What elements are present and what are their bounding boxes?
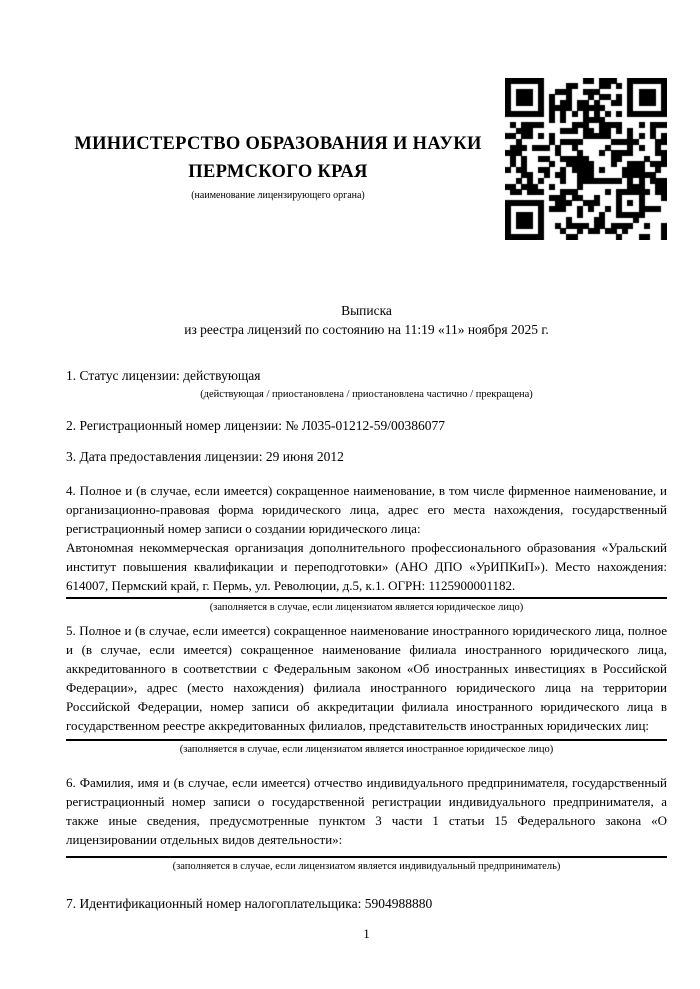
item-2-registration-number: 2. Регистрационный номер лицензии: № Л035-01212-59/00386077 bbox=[66, 418, 446, 433]
document-title bbox=[66, 301, 667, 339]
page-number: 1 bbox=[363, 926, 370, 941]
item-4-legal-entity-block bbox=[66, 481, 667, 614]
item-5-underline bbox=[66, 739, 667, 741]
item-5-foreign-entity-block bbox=[66, 621, 667, 756]
ministry-name-line1: МИНИСТЕРСТВО ОБРАЗОВАНИЯ И НАУКИ bbox=[74, 134, 482, 154]
item-6-underline bbox=[66, 856, 667, 858]
item-5-caption: (заполняется в случае, если лицензиатом является иностранное юридическое лицо) bbox=[179, 744, 554, 755]
item-1-license-status: 1. Статус лицензии: действующая bbox=[66, 368, 261, 383]
item-7-taxpayer-id: 7. Идентификационный номер налогоплательщика: 5904988880 bbox=[66, 896, 433, 911]
title-line2: из реестра лицензий по состоянию на 11:19 «11» ноября 2025 г. bbox=[184, 322, 549, 337]
item-1-caption: (действующая / приостановлена / приостановлена частично / прекращена) bbox=[200, 389, 533, 400]
item-4-underline bbox=[66, 597, 667, 599]
licensing-authority-header bbox=[66, 130, 490, 201]
item-6-question: 6. Фамилия, имя и (в случае, если имеется) отчество индивидуального предпринимателя, государственный регистрационный номер записи о государственной регистрации индивидуального предпринимателя, а также иные сведения, предусмотренные пунктом 3 части 1 статьи 15 Федерального закона «О лицензировании отдельных видов деятельности»: bbox=[66, 775, 667, 847]
ministry-caption: (наименование лицензирующего органа) bbox=[191, 190, 365, 201]
item-3-license-grant-date: 3. Дата предоставления лицензии: 29 июня 2012 bbox=[66, 449, 344, 464]
qr-code-canvas bbox=[505, 78, 667, 240]
title-line1: Выписка bbox=[341, 303, 392, 318]
item-4-caption: (заполняется в случае, если лицензиатом является юридическое лицо) bbox=[209, 602, 524, 613]
item-4-question: 4. Полное и (в случае, если имеется) сокращенное наименование, в том числе фирменное наименование, и организационно-правовая форма юридического лица, адрес его места нахождения, государственный регистрационный номер записи о создании юридического лица: bbox=[66, 483, 667, 536]
item-6-caption: (заполняется в случае, если лицензиатом является индивидуальный предприниматель) bbox=[172, 861, 561, 872]
ministry-name-line2: ПЕРМСКОГО КРАЯ bbox=[188, 162, 368, 182]
qr-code-icon bbox=[505, 78, 667, 240]
item-5-question: 5. Полное и (в случае, если имеется) сокращенное наименование иностранного юридического лица, полное и (в случае, если имеется) сокращенное наименование филиала иностранного юридического лица, аккредитованного в соответствии с Федеральным законом «Об иностранных инвестициях в Российской Федерации», адрес (место нахождения) филиала иностранного юридического лица на территории Российской Федерации, номер записи об аккредитации филиала иностранного юридического лица в государственном реестре аккредитованных филиалов, представительств иностранных юридических лиц: bbox=[66, 623, 667, 733]
item-4-answer: Автономная некоммерческая организация дополнительного профессионального образования «Уральский институт повышения квалификации и переподготовки» (АНО ДПО «УрИПКиП»). Место нахождения: 614007, Пермский край, г. Пермь, ул. Революции, д.5, к.1. ОГРН: 1125900001182. bbox=[66, 540, 667, 593]
item-6-entrepreneur-block bbox=[66, 773, 667, 873]
